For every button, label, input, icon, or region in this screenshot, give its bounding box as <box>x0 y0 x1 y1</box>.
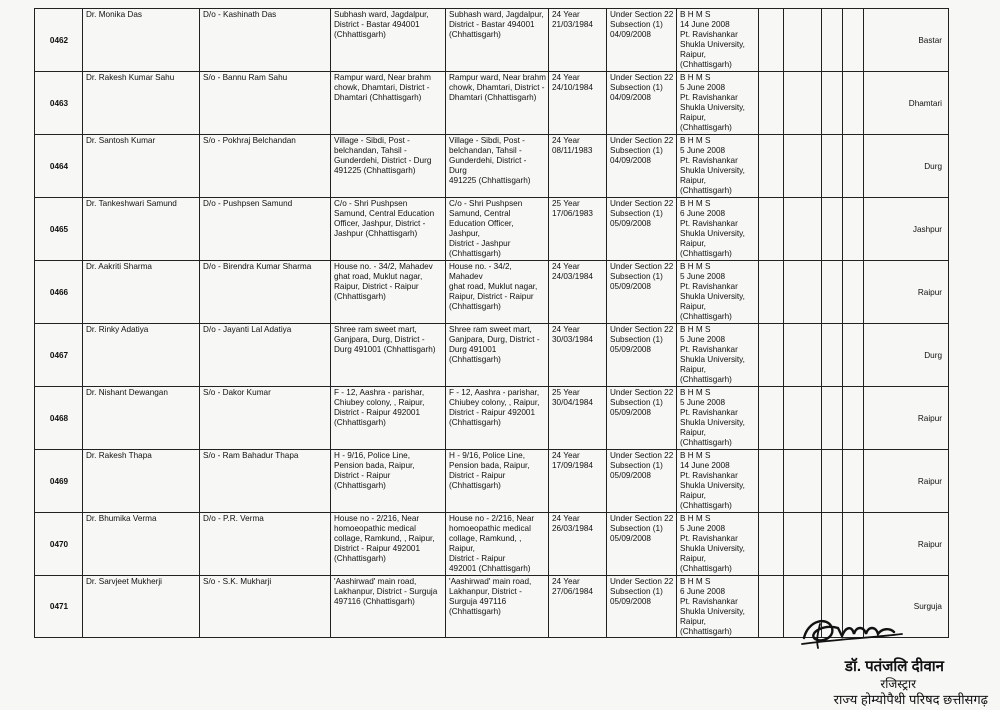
blank-cell <box>784 513 822 576</box>
registration-section-cell: Under Section 22 Subsection (1) 04/09/2008 <box>607 9 677 72</box>
table-row <box>35 9 949 72</box>
correspondence-address-cell: F - 12, Aashra - parishar, Chiubey colony, , Raipur, District - Raipur 492001 (Chhattisgarh) <box>446 387 549 450</box>
blank-cell <box>784 450 822 513</box>
correspondence-address-cell: Village - Sibdi, Post - belchandan, Tahsil - Gunderdehi, District - Durg 491225 (Chhattisgarh) <box>446 135 549 198</box>
permanent-address-cell: Shree ram sweet mart, Ganjpara, Durg, District - Durg 491001 (Chhattisgarh) <box>331 324 446 387</box>
parent-relation-cell: S/o - Pokhraj Belchandan <box>200 135 331 198</box>
blank-cell <box>784 324 822 387</box>
permanent-address-cell: H - 9/16, Police Line, Pension bada, Raipur, District - Raipur (Chhattisgarh) <box>331 450 446 513</box>
qualification-cell: B H M S 5 June 2008 Pt. Ravishankar Shukla University, Raipur, (Chhattisgarh) <box>677 72 759 135</box>
serial-number-cell: 0467 <box>35 324 83 387</box>
qualification-cell: B H M S 5 June 2008 Pt. Ravishankar Shukla University, Raipur, (Chhattisgarh) <box>677 324 759 387</box>
registration-section-cell: Under Section 22 Subsection (1) 05/09/2008 <box>607 450 677 513</box>
permanent-address-cell: Rampur ward, Near brahm chowk, Dhamtari, District - Dhamtari (Chhattisgarh) <box>331 72 446 135</box>
serial-number-cell: 0470 <box>35 513 83 576</box>
permanent-address-cell: 'Aashirwad' main road, Lakhanpur, District - Surguja 497116 (Chhattisgarh) <box>331 576 446 638</box>
serial-number-cell: 0468 <box>35 387 83 450</box>
doctor-name-cell: Dr. Rinky Adatiya <box>83 324 200 387</box>
registration-section-cell: Under Section 22 Subsection (1) 05/09/2008 <box>607 387 677 450</box>
doctor-name-cell: Dr. Aakriti Sharma <box>83 261 200 324</box>
table-row <box>35 198 949 261</box>
district-cell: Durg <box>864 135 949 198</box>
parent-relation-cell: S/o - Dakor Kumar <box>200 387 331 450</box>
permanent-address-cell: House no - 2/216, Near homoeopathic medical collage, Ramkund, , Raipur, District - Raipur 492001 (Chhattisgarh) <box>331 513 446 576</box>
registrar-title: रजिस्ट्रार <box>880 677 916 691</box>
age-dob-cell: 24 Year 30/03/1984 <box>549 324 607 387</box>
district-cell: Bastar <box>864 9 949 72</box>
registrar-signature-block <box>700 600 1000 710</box>
parent-relation-cell: D/o - Birendra Kumar Sharma <box>200 261 331 324</box>
blank-cell <box>784 261 822 324</box>
table-row <box>35 450 949 513</box>
blank-cell <box>822 450 843 513</box>
age-dob-cell: 25 Year 30/04/1984 <box>549 387 607 450</box>
blank-cell <box>822 198 843 261</box>
registration-section-cell: Under Section 22 Subsection (1) 05/09/2008 <box>607 513 677 576</box>
doctor-name-cell: Dr. Bhumika Verma <box>83 513 200 576</box>
permanent-address-cell: C/o - Shri Pushpsen Samund, Central Education Officer, Jashpur, District - Jashpur (Chhattisgarh) <box>331 198 446 261</box>
serial-number-cell: 0463 <box>35 72 83 135</box>
doctor-name-cell: Dr. Rakesh Kumar Sahu <box>83 72 200 135</box>
blank-cell <box>784 9 822 72</box>
parent-relation-cell: S/o - S.K. Mukharji <box>200 576 331 638</box>
blank-cell <box>843 198 864 261</box>
qualification-cell: B H M S 14 June 2008 Pt. Ravishankar Shukla University, Raipur, (Chhattisgarh) <box>677 450 759 513</box>
qualification-cell: B H M S 5 June 2008 Pt. Ravishankar Shukla University, Raipur, (Chhattisgarh) <box>677 513 759 576</box>
serial-number-cell: 0464 <box>35 135 83 198</box>
qualification-cell: B H M S 5 June 2008 Pt. Ravishankar Shukla University, Raipur, (Chhattisgarh) <box>677 135 759 198</box>
blank-cell <box>784 387 822 450</box>
qualification-cell: B H M S 14 June 2008 Pt. Ravishankar Shukla University, Raipur, (Chhattisgarh) <box>677 9 759 72</box>
table-row <box>35 387 949 450</box>
council-name: राज्य होम्योपैथी परिषद छत्तीसगढ़ <box>833 692 988 707</box>
parent-relation-cell: D/o - Jayanti Lal Adatiya <box>200 324 331 387</box>
district-cell: Jashpur <box>864 198 949 261</box>
blank-cell <box>822 9 843 72</box>
blank-cell <box>759 198 784 261</box>
correspondence-address-cell: House no. - 34/2, Mahadev ghat road, Muklut nagar, Raipur, District - Raipur (Chhattisgarh) <box>446 261 549 324</box>
blank-cell <box>759 450 784 513</box>
blank-cell <box>822 135 843 198</box>
correspondence-address-cell: Subhash ward, Jagdalpur, District - Bastar 494001 (Chhattisgarh) <box>446 9 549 72</box>
table-row <box>35 135 949 198</box>
doctor-name-cell: Dr. Santosh Kumar <box>83 135 200 198</box>
age-dob-cell: 24 Year 17/09/1984 <box>549 450 607 513</box>
district-cell: Raipur <box>864 450 949 513</box>
blank-cell <box>843 324 864 387</box>
handwritten-signature <box>798 612 928 654</box>
blank-cell <box>822 261 843 324</box>
age-dob-cell: 24 Year 26/03/1984 <box>549 513 607 576</box>
qualification-cell: B H M S 5 June 2008 Pt. Ravishankar Shukla University, Raipur, (Chhattisgarh) <box>677 261 759 324</box>
doctor-name-cell: Dr. Monika Das <box>83 9 200 72</box>
district-cell: Raipur <box>864 387 949 450</box>
permanent-address-cell: F - 12, Aashra - parishar, Chiubey colony, , Raipur, District - Raipur 492001 (Chhattisgarh) <box>331 387 446 450</box>
blank-cell <box>843 72 864 135</box>
doctor-name-cell: Dr. Rakesh Thapa <box>83 450 200 513</box>
registration-section-cell: Under Section 22 Subsection (1) 05/09/2008 <box>607 198 677 261</box>
age-dob-cell: 25 Year 17/06/1983 <box>549 198 607 261</box>
registrar-name: डॉ. पतंजलि दीवान <box>844 658 944 675</box>
blank-cell <box>843 9 864 72</box>
district-cell: Durg <box>864 324 949 387</box>
correspondence-address-cell: 'Aashirwad' main road, Lakhanpur, District - Surguja 497116 (Chhattisgarh) <box>446 576 549 638</box>
parent-relation-cell: D/o - Kashinath Das <box>200 9 331 72</box>
blank-cell <box>822 513 843 576</box>
district-cell: Raipur <box>864 513 949 576</box>
table-row <box>35 261 949 324</box>
serial-number-cell: 0462 <box>35 9 83 72</box>
parent-relation-cell: S/o - Bannu Ram Sahu <box>200 72 331 135</box>
blank-cell <box>822 324 843 387</box>
age-dob-cell: 24 Year 24/10/1984 <box>549 72 607 135</box>
blank-cell <box>784 135 822 198</box>
parent-relation-cell: S/o - Ram Bahadur Thapa <box>200 450 331 513</box>
blank-cell <box>843 450 864 513</box>
registration-section-cell: Under Section 22 Subsection (1) 05/09/2008 <box>607 261 677 324</box>
permanent-address-cell: House no. - 34/2, Mahadev ghat road, Muklut nagar, Raipur, District - Raipur (Chhattisgarh) <box>331 261 446 324</box>
district-cell: Surguja <box>864 576 949 638</box>
serial-number-cell: 0471 <box>35 576 83 638</box>
blank-cell <box>822 387 843 450</box>
registration-section-cell: Under Section 22 Subsection (1) 05/09/2008 <box>607 324 677 387</box>
blank-cell <box>843 261 864 324</box>
correspondence-address-cell: C/o - Shri Pushpsen Samund, Central Education Officer, Jashpur, District - Jashpur (Chhattisgarh) <box>446 198 549 261</box>
serial-number-cell: 0469 <box>35 450 83 513</box>
age-dob-cell: 24 Year 08/11/1983 <box>549 135 607 198</box>
qualification-cell: B H M S 5 June 2008 Pt. Ravishankar Shukla University, Raipur, (Chhattisgarh) <box>677 387 759 450</box>
table-row <box>35 72 949 135</box>
blank-cell <box>843 387 864 450</box>
serial-number-cell: 0466 <box>35 261 83 324</box>
doctor-name-cell: Dr. Tankeshwari Samund <box>83 198 200 261</box>
age-dob-cell: 24 Year 27/06/1984 <box>549 576 607 638</box>
registration-section-cell: Under Section 22 Subsection (1) 05/09/2008 <box>607 576 677 638</box>
blank-cell <box>759 72 784 135</box>
registration-section-cell: Under Section 22 Subsection (1) 04/09/2008 <box>607 72 677 135</box>
table-row <box>35 513 949 576</box>
age-dob-cell: 24 Year 21/03/1984 <box>549 9 607 72</box>
blank-cell <box>784 72 822 135</box>
qualification-cell: B H M S 6 June 2008 Pt. Ravishankar Shukla University, Raipur, (Chhattisgarh) <box>677 198 759 261</box>
blank-cell <box>759 324 784 387</box>
correspondence-address-cell: H - 9/16, Police Line, Pension bada, Raipur, District - Raipur (Chhattisgarh) <box>446 450 549 513</box>
doctor-name-cell: Dr. Sarvjeet Mukherji <box>83 576 200 638</box>
parent-relation-cell: D/o - P.R. Verma <box>200 513 331 576</box>
blank-cell <box>822 72 843 135</box>
blank-cell <box>759 387 784 450</box>
qualification-cell: B H M S 6 June 2008 Pt. Ravishankar Shukla University, Raipur, (Chhattisgarh) <box>677 576 759 638</box>
parent-relation-cell: D/o - Pushpsen Samund <box>200 198 331 261</box>
correspondence-address-cell: House no - 2/216, Near homoeopathic medical collage, Ramkund, , Raipur, District - Raipur 492001 (Chhattisgarh) <box>446 513 549 576</box>
registration-table <box>34 8 949 638</box>
blank-cell <box>759 135 784 198</box>
serial-number-cell: 0465 <box>35 198 83 261</box>
permanent-address-cell: Village - Sibdi, Post - belchandan, Tahsil - Gunderdehi, District - Durg 491225 (Chhattisgarh) <box>331 135 446 198</box>
blank-cell <box>759 513 784 576</box>
blank-cell <box>784 198 822 261</box>
doctor-name-cell: Dr. Nishant Dewangan <box>83 387 200 450</box>
correspondence-address-cell: Rampur ward, Near brahm chowk, Dhamtari, District - Dhamtari (Chhattisgarh) <box>446 72 549 135</box>
registration-section-cell: Under Section 22 Subsection (1) 04/09/2008 <box>607 135 677 198</box>
table-row <box>35 324 949 387</box>
permanent-address-cell: Subhash ward, Jagdalpur, District - Bastar 494001 (Chhattisgarh) <box>331 9 446 72</box>
age-dob-cell: 24 Year 24/03/1984 <box>549 261 607 324</box>
blank-cell <box>759 9 784 72</box>
district-cell: Raipur <box>864 261 949 324</box>
blank-cell <box>843 135 864 198</box>
correspondence-address-cell: Shree ram sweet mart, Ganjpara, Durg, District - Durg 491001 (Chhattisgarh) <box>446 324 549 387</box>
district-cell: Dhamtari <box>864 72 949 135</box>
blank-cell <box>759 261 784 324</box>
blank-cell <box>843 513 864 576</box>
